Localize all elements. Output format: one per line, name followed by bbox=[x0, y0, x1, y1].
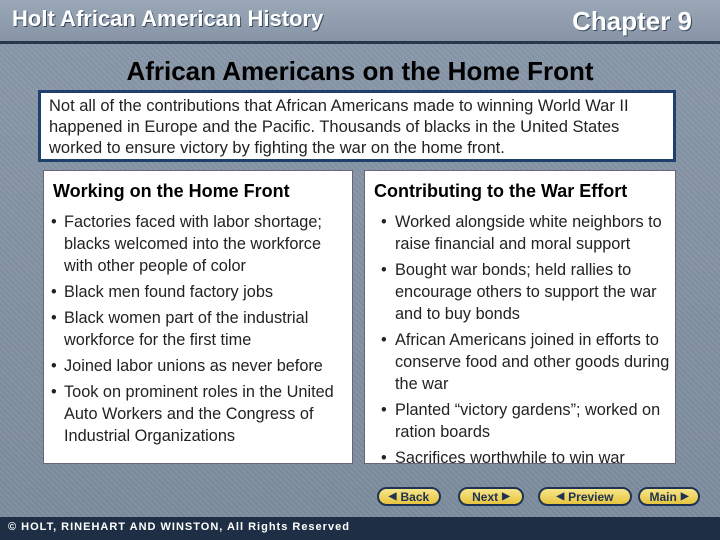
bullet-icon: • bbox=[381, 331, 387, 349]
left-column-heading: Working on the Home Front bbox=[53, 181, 290, 201]
right-bullet-list bbox=[365, 211, 675, 469]
right-column-heading: Contributing to the War Effort bbox=[374, 181, 628, 201]
header-bar bbox=[0, 0, 720, 44]
bullet-icon: • bbox=[381, 261, 387, 279]
navigation-bar bbox=[0, 477, 720, 517]
bullet-icon: • bbox=[381, 401, 387, 419]
bullet-icon: • bbox=[381, 449, 387, 467]
bullet-icon: • bbox=[381, 213, 387, 231]
list-item: • Worked alongside white neighbors to raise financial and moral support bbox=[381, 213, 662, 253]
list-item: • Factories faced with labor shortage; blacks welcomed into the workforce with other people of color bbox=[51, 213, 322, 275]
main-button-label: Main bbox=[649, 489, 677, 504]
list-item: • Sacrifices worthwhile to win war bbox=[381, 449, 625, 467]
list-item: • Took on prominent roles in the United Auto Workers and the Congress of Industrial Organizations bbox=[51, 383, 334, 445]
next-button-label: Next bbox=[472, 489, 499, 504]
preview-button-label: Preview bbox=[568, 489, 614, 504]
bullet-icon: • bbox=[51, 309, 57, 327]
list-item: • Planted “victory gardens”; worked on ration boards bbox=[381, 401, 661, 441]
slide-title: African Americans on the Home Front bbox=[126, 56, 594, 86]
bullet-icon: • bbox=[51, 357, 57, 375]
app-title: Holt African American History bbox=[12, 6, 324, 31]
main-button[interactable] bbox=[638, 487, 700, 506]
list-item: • Joined labor unions as never before bbox=[51, 357, 323, 375]
next-arrow-icon: ▶ bbox=[502, 490, 510, 502]
intro-text: Not all of the contributions that African Americans made to winning World War II happened in Europe and the Pacific. Thousands of blacks in the United States worked to ensure victory by fighting the war on the home front. bbox=[49, 97, 629, 157]
preview-button[interactable] bbox=[538, 487, 632, 506]
bullet-icon: • bbox=[51, 383, 57, 401]
back-arrow-icon: ◀ bbox=[388, 490, 397, 502]
list-item: • African Americans joined in efforts to conserve food and other goods during the war bbox=[381, 331, 670, 393]
chapter-label: Chapter 9 bbox=[572, 6, 692, 36]
footer-bar bbox=[0, 517, 720, 540]
back-button[interactable] bbox=[377, 487, 441, 506]
list-item: • Black women part of the industrial workforce for the first time bbox=[51, 309, 309, 349]
left-bullet-list bbox=[44, 211, 352, 447]
preview-arrow-icon: ◀ bbox=[556, 490, 565, 502]
right-column-panel bbox=[364, 170, 676, 467]
copyright-text: © HOLT, RINEHART AND WINSTON, All Rights Reserved bbox=[8, 521, 350, 533]
back-button-label: Back bbox=[400, 489, 430, 504]
bullet-icon: • bbox=[51, 283, 57, 301]
intro-text-box bbox=[38, 90, 676, 162]
list-item: • Black men found factory jobs bbox=[51, 283, 274, 301]
next-button[interactable] bbox=[458, 487, 524, 506]
main-arrow-icon: ▶ bbox=[680, 490, 689, 502]
list-item: • Bought war bonds; held rallies to encourage others to support the war and to buy bonds bbox=[381, 261, 657, 323]
bullet-icon: • bbox=[51, 213, 57, 231]
left-column-panel bbox=[43, 170, 353, 464]
